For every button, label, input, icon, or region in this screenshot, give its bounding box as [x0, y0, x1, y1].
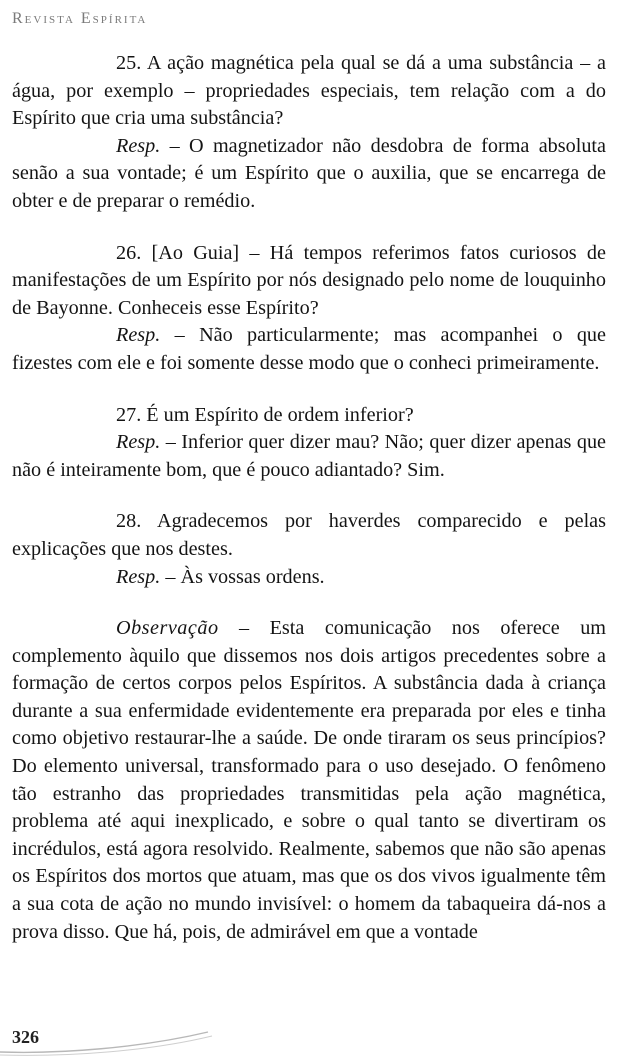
decorative-swoosh-icon	[0, 1018, 260, 1057]
answer-28	[12, 564, 606, 592]
page-footer	[0, 1018, 619, 1057]
question-27: 27. É um Espírito de ordem inferior?	[116, 403, 414, 426]
resp-label: Resp.	[116, 431, 161, 454]
answer-27	[12, 429, 606, 484]
answer-text: – O magnetizador não desdobra de forma absoluta senão a sua vontade; é um Espírito que o auxilia, que se encarrega de obter e de preparar o remédio.	[12, 134, 606, 212]
observation-text: – Esta comunicação nos oferece um complemento àquilo que dissemos nos dois artigos precedentes sobre a formação de certos corpos pelos Espíritos. A substância dada à criança durante a sua enfermidade evidentemente era preparada por eles e tinha como objetivo restaurar-lhe a saúde. De onde tiraram os seus princípios? Do elemento universal, transformado para o uso desejado. O fenômeno tão estranho das propriedades transmitidas pela ação magnética, problema até aqui inexplicado, e sobre o qual tanto se divertiram os incrédulos, está agora resolvido. Realmente, sabemos que não são apenas os Espíritos dos mortos que atuam, mas que os dos vivos igualmente têm a sua cota de ação no mundo invisível: o homem da tabaqueira dá-nos a prova disso. Que há, pois, de admirável em que a vontade	[12, 617, 606, 943]
answer-25	[12, 133, 606, 216]
answer-text: – Não particularmente; mas acompanhei o que fizestes com ele e foi somente desse modo que o conheci primeiramente.	[12, 324, 606, 374]
answer-26	[12, 322, 606, 377]
resp-label: Resp.	[116, 565, 161, 588]
observation-label: Observação	[116, 617, 219, 640]
running-header: Revista Espírita	[12, 10, 148, 27]
resp-label: Resp.	[116, 134, 161, 157]
question-28: 28. Agradecemos por haverdes comparecido e pelas explicações que nos destes.	[12, 510, 606, 560]
question-25: 25. A ação magnética pela qual se dá a uma substância – a água, por exemplo – propriedades especiais, tem relação com a do Espírito que cria uma substância?	[12, 52, 606, 130]
answer-text: – Às vossas ordens.	[160, 565, 325, 588]
answer-text: – Inferior quer dizer mau? Não; quer dizer apenas que não é inteiramente bom, que é pouco adiantado? Sim.	[12, 431, 606, 481]
page-number: 326	[12, 1027, 39, 1047]
observation-paragraph	[12, 615, 606, 946]
question-26: 26. [Ao Guia] – Há tempos referimos fatos curiosos de manifestações de um Espírito por nós designado pelo nome de louquinho de Bayonne. Conheceis esse Espírito?	[12, 241, 606, 319]
resp-label: Resp.	[116, 324, 161, 347]
page-body	[12, 50, 606, 946]
